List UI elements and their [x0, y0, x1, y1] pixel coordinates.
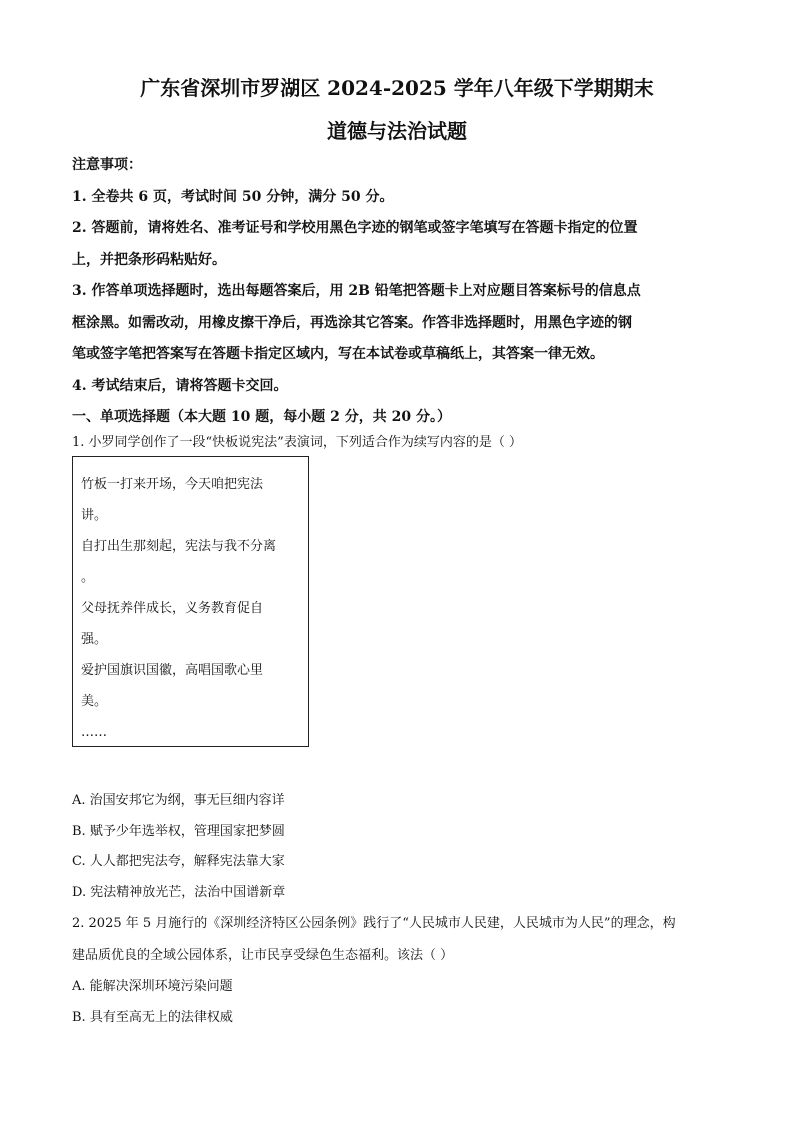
- material-line: 爱护国旗识国徽，高唱国歌心里: [81, 663, 264, 678]
- material-line: ……: [81, 725, 107, 740]
- notice-heading: 注意事项：: [72, 157, 142, 173]
- exam-subject-title: 道德与法治试题: [327, 119, 467, 143]
- question-2-option-a: A. 能解决深圳环境污染问题: [72, 979, 233, 994]
- notice-line: 框涂黑。如需改动，用橡皮擦干净后，再选涂其它答案。作答非选择题时，用黑色字迹的钢: [72, 314, 632, 331]
- question-2-stem-line2: 建品质优良的全域公园体系，让市民享受绿色生态福利。该法（ ）: [72, 948, 454, 963]
- notice-line: 上，并把条形码粘贴好。: [72, 251, 226, 268]
- question-1-option-d: D. 宪法精神放光芒，法治中国谱新章: [72, 885, 286, 900]
- question-2-stem-line1: 2. 2025 年 5 月施行的《深圳经济特区公园条例》践行了“人民城市人民建，人民城市为人民”的理念，构: [72, 916, 676, 931]
- question-2-option-b: B. 具有至高无上的法律权威: [72, 1010, 233, 1025]
- question-1-option-c: C. 人人都把宪法夸，解释宪法靠大家: [72, 854, 285, 869]
- material-line: 。: [81, 570, 95, 585]
- material-line: 美。: [81, 694, 108, 709]
- material-line: 讲。: [81, 508, 108, 523]
- material-line: 父母抚养伴成长，义务教育促自: [81, 601, 264, 616]
- notice-line: 4. 考试结束后，请将答题卡交回。: [72, 377, 288, 394]
- question-1-option-b: B. 赋予少年选举权，管理国家把梦圆: [72, 824, 285, 839]
- question-1-material-box: [72, 456, 309, 747]
- notice-line: 笔或签字笔把答案写在答题卡指定区域内，写在本试卷或草稿纸上，其答案一律无效。: [72, 346, 604, 362]
- question-1-option-a: A. 治国安邦它为纲，事无巨细内容详: [72, 793, 285, 808]
- exam-title: 广东省深圳市罗湖区 2024-2025 学年八年级下学期期末: [140, 76, 654, 100]
- notice-line: 1. 全卷共 6 页，考试时间 50 分钟，满分 50 分。: [72, 188, 394, 205]
- question-1-stem: 1. 小罗同学创作了一段“快板说宪法”表演词，下列适合作为续写内容的是（ ）: [72, 435, 522, 450]
- notice-line: 3. 作答单项选择题时，选出每题答案后，用 2B 铅笔把答题卡上对应题目答案标号的信息点: [72, 283, 641, 299]
- material-line: 竹板一打来开场，今天咱把宪法: [81, 477, 264, 492]
- material-line: 强。: [81, 632, 108, 647]
- notice-line: 2. 答题前，请将姓名、准考证号和学校用黑色字迹的钢笔或签字笔填写在答题卡指定的位置: [72, 220, 638, 236]
- section-heading: 一、单项选择题（本大题 10 题，每小题 2 分，共 20 分。）: [72, 409, 451, 425]
- material-line: 自打出生那刻起，宪法与我不分离: [81, 539, 277, 554]
- notice-section: [72, 150, 722, 434]
